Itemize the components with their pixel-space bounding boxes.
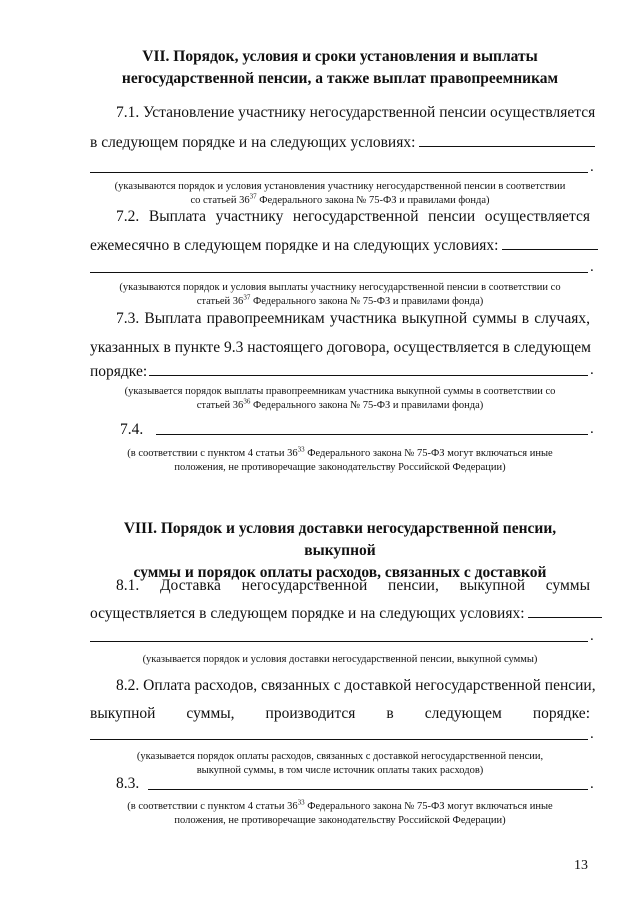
clause-7-1-note-line1: (указываются порядок и условия установления участнику негосударственной пенсии в соответствии <box>114 181 566 192</box>
clause-7-1-note <box>90 180 590 208</box>
clause-8-1-text: осуществляется в следующем порядке и на следующих условиях: <box>90 605 525 622</box>
clause-8-3-label: 8.3. <box>116 775 140 792</box>
clause-7-1-text: в следующем порядке и на следующих условиях: <box>90 134 416 151</box>
clause-8-2-fill-line <box>90 739 588 740</box>
clause-7-2-period: . <box>590 259 594 275</box>
clause-8-2-line2: выкупной суммы, производится в следующем порядке: <box>90 705 590 722</box>
clause-7-1-line2 <box>90 132 590 153</box>
clause-7-3-period: . <box>590 362 594 378</box>
clause-8-1-line2 <box>90 603 590 624</box>
section-8-title <box>90 518 590 584</box>
clause-7-1-fill-line <box>90 172 588 173</box>
clause-8-2-period: . <box>590 726 594 742</box>
clause-7-3-note-line2: статьей $36^{36}$ Федерального закона № 75-ФЗ и правилами фонда) <box>196 397 484 411</box>
clause-7-2-note-line2: статьей $36^{37}$ Федерального закона № 75-ФЗ и правилами фонда) <box>196 293 484 307</box>
clause-8-1-period: . <box>590 628 594 644</box>
clause-8-3-period: . <box>590 776 594 792</box>
clause-7-2-blank <box>502 235 598 250</box>
section-7-title-line2: негосударственной пенсии, а также выплат правопреемникам <box>121 70 559 87</box>
clause-8-3-note-line2: положения, не противоречащие законодательству Российской Федерации) <box>174 815 506 826</box>
clause-7-4-label: 7.4. <box>120 421 144 438</box>
clause-7-1-line1: 7.1. Установление участнику негосударственной пенсии осуществляется <box>116 104 596 121</box>
clause-7-2-fill-line <box>90 272 588 273</box>
clause-7-2-text: ежемесячно в следующем порядке и на следующих условиях: <box>90 237 499 254</box>
clause-8-3-fill-line <box>148 789 588 790</box>
clause-8-2-line1: 8.2. Оплата расходов, связанных с доставкой негосударственной пенсии, <box>116 677 596 694</box>
section-8-title-line2: суммы и порядок оплаты расходов, связанных с доставкой <box>133 564 547 581</box>
clause-7-2-line2 <box>90 235 590 256</box>
clause-7-4-note-line2: положения, не противоречащие законодательству Российской Федерации) <box>174 462 506 473</box>
clause-7-2-note-line1: (указываются порядок и условия выплаты участнику негосударственной пенсии в соответствии со <box>119 282 561 293</box>
clause-7-3-line3 <box>90 362 590 382</box>
clause-7-1-blank <box>419 132 595 147</box>
clause-8-2-note-line1: (указывается порядок оплаты расходов, связанных с доставкой негосударственной пенсии, <box>136 751 544 762</box>
clause-7-3-note <box>90 385 590 413</box>
clause-8-2-note <box>90 750 590 778</box>
section-7-title <box>90 46 590 90</box>
clause-7-4-note <box>90 447 590 475</box>
clause-8-1-note: (указывается порядок и условия доставки негосударственной пенсии, выкупной суммы) <box>142 654 538 665</box>
clause-7-4-fill-line <box>156 434 588 435</box>
clause-8-2-note-line2: выкупной суммы, в том числе источник оплаты таких расходов) <box>196 765 484 776</box>
clause-8-3-note-line1: (в соответствии с пунктом 4 статьи $36^{33}$ Федерального закона № 75-ФЗ могут включаться иные <box>127 798 553 812</box>
clause-7-3-note-line1: (указывается порядок выплаты правопреемникам участника выкупной суммы в соответствии со <box>124 386 556 397</box>
page-number: 13 <box>574 858 588 873</box>
clause-8-1-line1: 8.1. Доставка негосударственной пенсии, выкупной суммы <box>116 577 590 594</box>
clause-8-3-note <box>90 800 590 828</box>
clause-7-2-note <box>90 281 590 309</box>
clause-7-3-text: порядке: <box>90 363 148 380</box>
clause-8-1-fill-line <box>90 641 588 642</box>
clause-7-1-note-line2: со статьей $36^{37}$ Федерального закона № 75-ФЗ и правилами фонда) <box>190 192 490 206</box>
clause-7-2-line1: 7.2. Выплата участнику негосударственной пенсии осуществляется <box>116 208 590 225</box>
section-7-title-line1: VII. Порядок, условия и сроки установления и выплаты <box>142 48 538 65</box>
clause-7-4-note-line1: (в соответствии с пунктом 4 статьи $36^{33}$ Федерального закона № 75-ФЗ могут включаться иные <box>127 445 553 459</box>
clause-7-3-fill-line <box>149 375 588 376</box>
section-8-title-line1: VIII. Порядок и условия доставки негосударственной пенсии, выкупной <box>123 520 557 559</box>
clause-7-3-line2: указанных в пункте 9.3 настоящего договора, осуществляется в следующем <box>90 339 591 356</box>
clause-7-1-period: . <box>590 159 594 175</box>
clause-7-4-period: . <box>590 421 594 437</box>
clause-8-1-blank <box>528 603 602 618</box>
clause-7-3-line1: 7.3. Выплата правопреемникам участника выкупной суммы в случаях, <box>116 310 590 327</box>
